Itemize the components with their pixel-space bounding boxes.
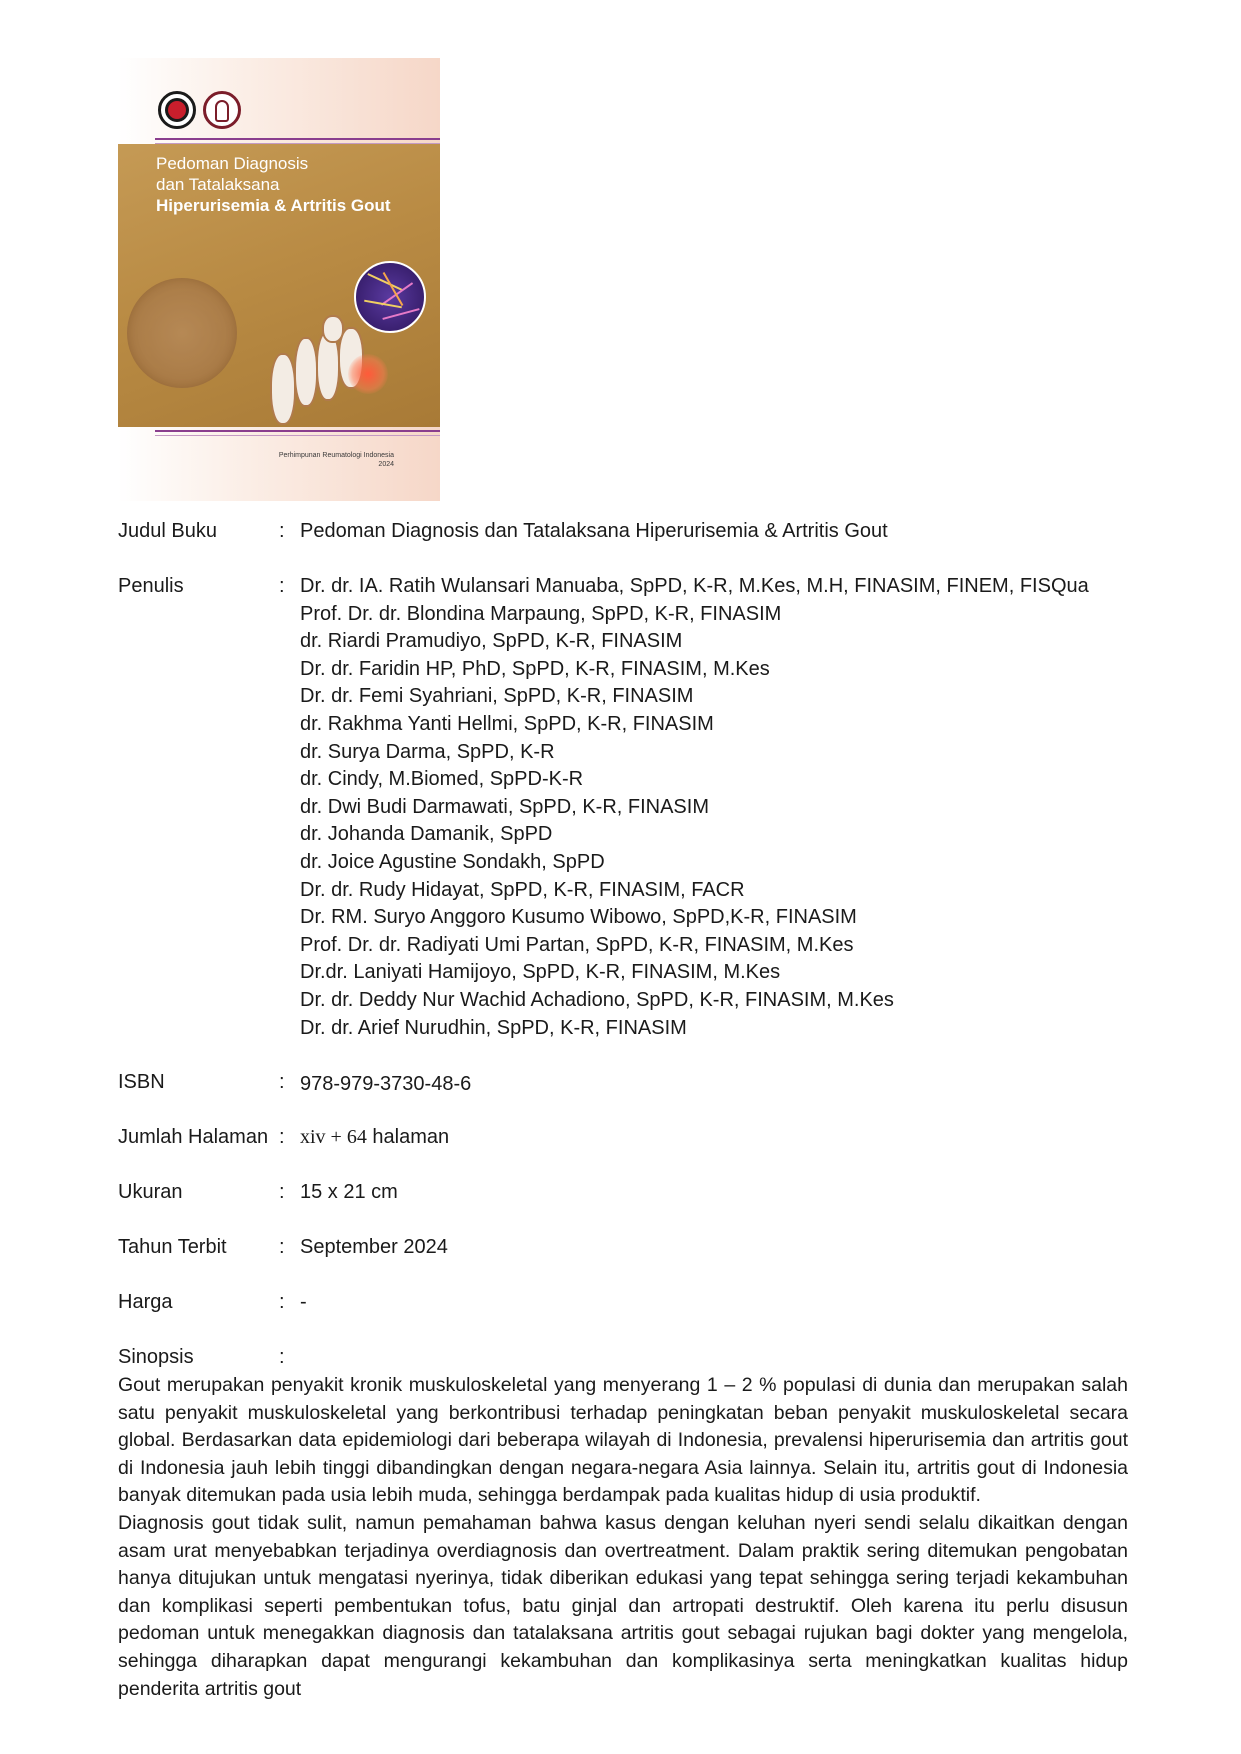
- author-name: Dr. dr. IA. Ratih Wulansari Manuaba, SpPD, K-R, M.Kes, M.H, FINASIM, FINEM, FISQua: [300, 575, 1089, 597]
- author-list: [300, 573, 1089, 1042]
- price-value: -: [300, 1291, 307, 1313]
- synopsis-label: Sinopsis: [118, 1346, 194, 1368]
- tissue-circle-illustration: [127, 278, 237, 388]
- colon: :: [279, 1291, 285, 1313]
- author-name: Prof. Dr. dr. Blondina Marpaung, SpPD, K-R, FINASIM: [300, 602, 782, 625]
- isbn-row: [118, 1069, 471, 1099]
- colon: :: [279, 1181, 285, 1203]
- synopsis-paragraph: Gout merupakan penyakit kronik muskuloskeletal yang menyerang 1 – 2 % populasi di dunia dan merupakan salah satu penyakit muskuloskeletal yang berkontribusi terhadap peningkatan beban penyakit muskuloskeletal secara global. Berdasarkan data epidemiologi dari beberapa wilayah di Indonesia, prevalensi hiperurisemia dan artritis gout di Indonesia jauh lebih tinggi dibandingkan dengan negara-negara Asia lainnya. Selain itu, artritis gout di Indonesia banyak ditemukan pada usia lebih muda, sehingga berdampak pada kualitas hidup di usia produktif.: [118, 1374, 1128, 1507]
- title-label: Judul Buku: [118, 520, 217, 542]
- cover-year: 2024: [378, 461, 394, 468]
- colon: :: [279, 575, 285, 597]
- author-name: Dr. dr. Femi Syahriani, SpPD, K-R, FINASIM: [300, 685, 694, 708]
- cover-bottom-stripe-thin: [155, 435, 440, 436]
- authors-label: Penulis: [118, 575, 184, 597]
- isbn-label: ISBN: [118, 1071, 165, 1093]
- title-value: Pedoman Diagnosis dan Tatalaksana Hiperurisemia & Artritis Gout: [300, 520, 888, 542]
- author-name: dr. Cindy, M.Biomed, SpPD-K-R: [300, 768, 584, 791]
- cover-bottom-stripe: [155, 430, 440, 432]
- cover-publisher-name: Perhimpunan Reumatologi Indonesia: [278, 452, 394, 459]
- cover-title-line-2: dan Tatalaksana: [156, 175, 280, 194]
- society-logo-icon: [203, 91, 241, 129]
- author-name: dr. Dwi Budi Darmawati, SpPD, K-R, FINASIM: [300, 795, 709, 818]
- size-value: 15 x 21 cm: [300, 1181, 398, 1203]
- isbn-value: 978-979-3730-48-6: [300, 1073, 472, 1095]
- colon: :: [279, 520, 285, 542]
- colon: :: [279, 1236, 285, 1258]
- price-label: Harga: [118, 1291, 173, 1313]
- author-name: Prof. Dr. dr. Radiyati Umi Partan, SpPD, K-R, FINASIM, M.Kes: [300, 933, 854, 956]
- author-name: dr. Surya Darma, SpPD, K-R: [300, 740, 555, 763]
- author-name: Dr. dr. Arief Nurudhin, SpPD, K-R, FINASIM: [300, 1016, 687, 1039]
- colon: :: [279, 1071, 285, 1093]
- author-name: Dr. dr. Faridin HP, PhD, SpPD, K-R, FINASIM, M.Kes: [300, 657, 770, 680]
- published-value: September 2024: [300, 1236, 448, 1258]
- pages-row: [118, 1124, 449, 1152]
- author-name: Dr. RM. Suryo Anggoro Kusumo Wibowo, SpPD,K-R, FINASIM: [300, 906, 857, 929]
- cover-title-line-3: Hiperurisemia & Artritis Gout: [156, 196, 391, 215]
- size-label: Ukuran: [118, 1181, 183, 1203]
- size-row: [118, 1179, 398, 1207]
- author-name: dr. Joice Agustine Sondakh, SpPD: [300, 850, 605, 873]
- pages-count: xiv + 64: [300, 1126, 367, 1148]
- inflammation-highlight: [348, 354, 388, 394]
- book-cover-image: [118, 58, 440, 501]
- cover-publisher: [279, 451, 394, 469]
- author-name: dr. Riardi Pramudiyo, SpPD, K-R, FINASIM: [300, 630, 683, 653]
- colon: :: [279, 1346, 285, 1368]
- author-name: Dr. dr. Rudy Hidayat, SpPD, K-R, FINASIM, FACR: [300, 878, 745, 901]
- author-name: dr. Johanda Damanik, SpPD: [300, 823, 553, 846]
- author-name: Dr. dr. Deddy Nur Wachid Achadiono, SpPD, K-R, FINASIM, M.Kes: [300, 988, 894, 1011]
- price-row: [118, 1289, 307, 1317]
- cover-title: [156, 153, 391, 216]
- pages-label: Jumlah Halaman: [118, 1126, 269, 1148]
- author-name: dr. Rakhma Yanti Hellmi, SpPD, K-R, FINASIM: [300, 712, 714, 735]
- authors-row: [118, 573, 1089, 1042]
- colon: :: [279, 1126, 285, 1148]
- cover-logos: [158, 91, 241, 129]
- association-logo-icon: [158, 91, 196, 129]
- author-name: Dr.dr. Laniyati Hamijoyo, SpPD, K-R, FINASIM, M.Kes: [300, 961, 781, 984]
- published-row: [118, 1234, 448, 1262]
- published-label: Tahun Terbit: [118, 1236, 227, 1258]
- synopsis-paragraph: Diagnosis gout tidak sulit, namun pemahaman bahwa kasus dengan keluhan nyeri sendi selalu dikaitkan dengan asam urat menyebabkan terjadinya overdiagnosis dan overtreatment. Dalam praktik sering ditemukan pengobatan hanya ditujukan untuk mengatasi nyerinya, tidak diberikan edukasi yang tepat sehingga sering terjadi kekambuhan dan komplikasi seperti pembentukan tofus, batu ginjal dan artropati destruktif. Oleh karena itu perlu disusun pedoman untuk menegakkan diagnosis dan tatalaksana artritis gout sebagai rujukan bagi dokter yang mengelola, sehingga diharapkan dapat mengurangi kekambuhan dan komplikasinya serta meningkatkan kualitas hidup penderita artritis gout: [118, 1511, 1128, 1700]
- pages-value: [300, 1124, 449, 1152]
- pages-unit: halaman: [372, 1126, 450, 1148]
- synopsis-row: [118, 1344, 300, 1372]
- cover-top-stripe: [155, 138, 440, 140]
- cover-title-line-1: Pedoman Diagnosis: [156, 154, 309, 173]
- synopsis-text: [118, 1372, 1128, 1703]
- title-row: [118, 518, 888, 546]
